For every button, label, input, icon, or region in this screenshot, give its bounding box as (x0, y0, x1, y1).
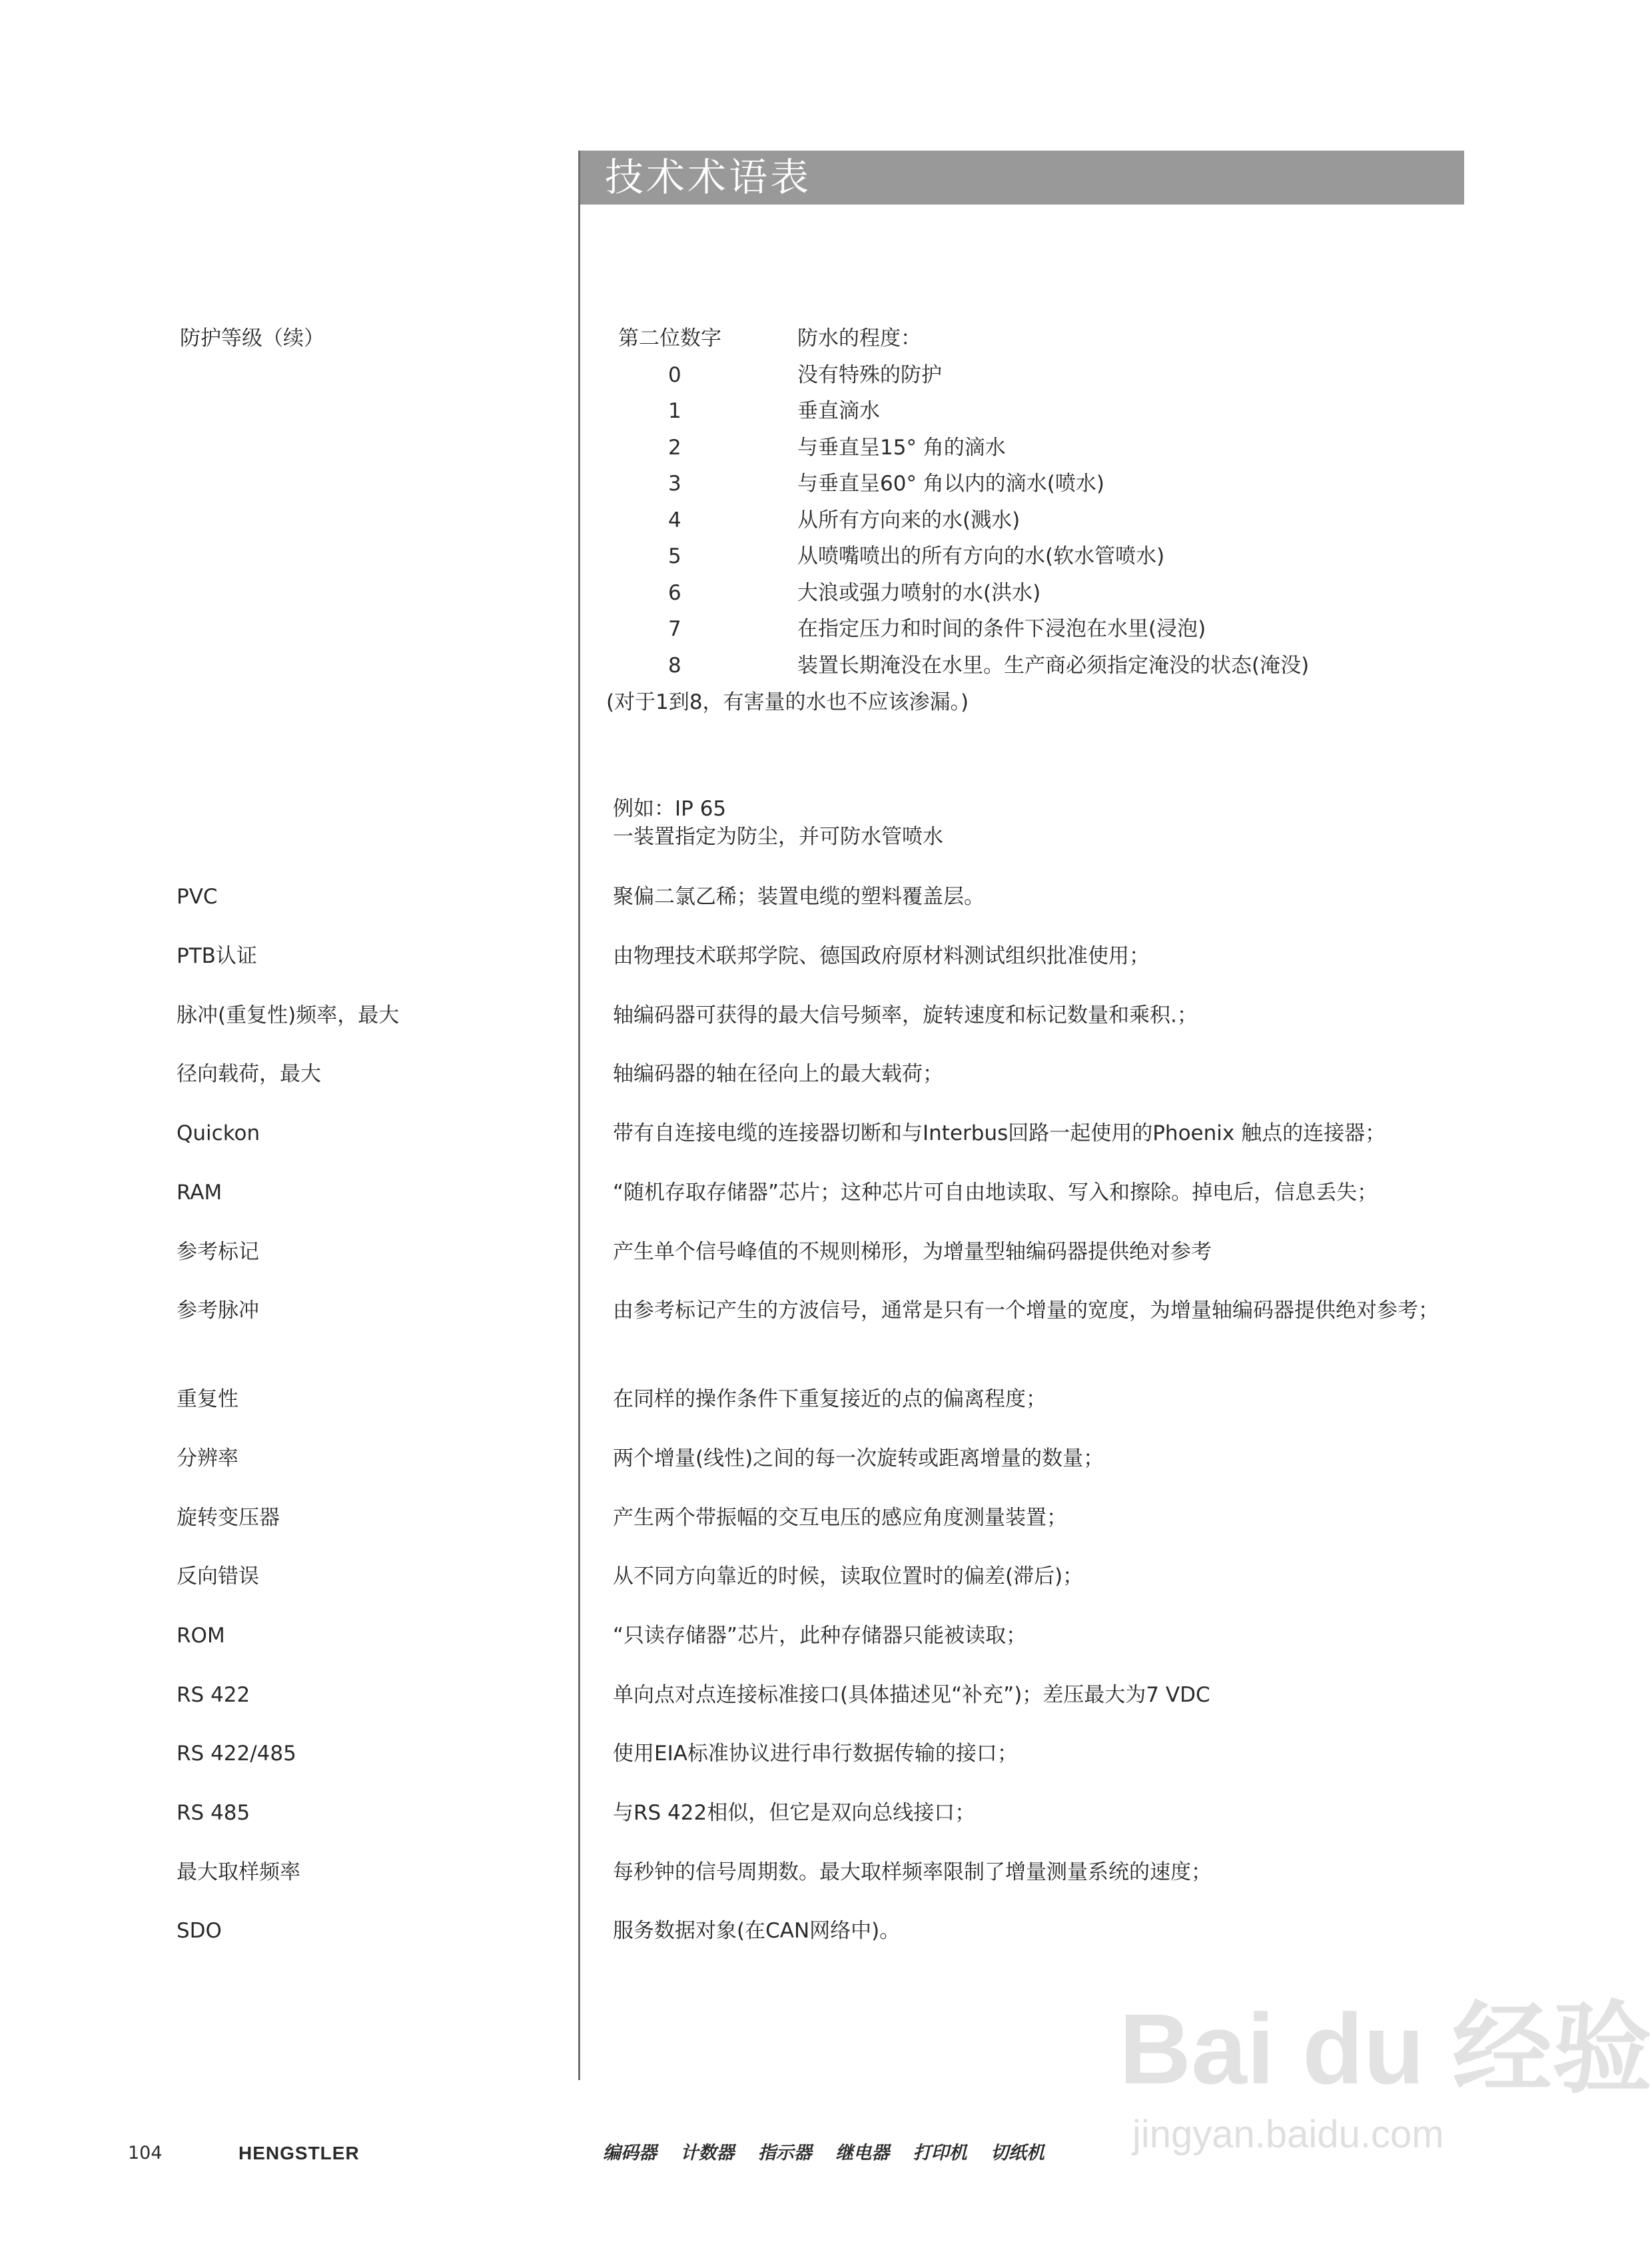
ip-col-header-digit: 第二位数字 (618, 326, 721, 350)
watermark-url: jingyan.baidu.com (1132, 2113, 1444, 2156)
glossary-term: 反向错误 (177, 1564, 259, 1588)
ip-desc: 装置长期淹没在水里。生产商必须指定淹没的状态(淹没) (797, 654, 1310, 678)
ip-desc: 从喷嘴喷出的所有方向的水(软水管喷水) (797, 544, 1165, 568)
ip-row (0, 507, 1586, 534)
ip-note: (对于1到8，有害量的水也不应该渗漏。) (606, 690, 969, 714)
glossary-term: RS 422/485 (177, 1742, 296, 1766)
ip-example-line2: 一装置指定为防尘，并可防水管喷水 (613, 825, 943, 849)
glossary-term: 最大取样频率 (177, 1860, 300, 1884)
ip-example-line1: 例如：IP 65 (613, 797, 727, 821)
glossary-definition: “随机存取存储器”芯片；这种芯片可自由地读取、写入和擦除。掉电后，信息丢失； (613, 1181, 1378, 1205)
glossary-definition: 两个增量(线性)之间的每一次旋转或距离增量的数量； (613, 1446, 1104, 1470)
glossary-definition: 聚偏二氯乙稀；装置电缆的塑料覆盖层。 (613, 885, 985, 909)
ip-row (0, 652, 1586, 679)
glossary-term: 旋转变压器 (177, 1506, 280, 1530)
glossary-definition: 从不同方向靠近的时候，读取位置时的偏差(滞后)； (613, 1564, 1084, 1588)
glossary-definition: 由参考标记产生的方波信号，通常是只有一个增量的宽度，为增量轴编码器提供绝对参考； (613, 1299, 1439, 1323)
glossary-definition: 单向点对点连接标准接口(具体描述见“补充”)；差压最大为7 VDC (613, 1683, 1210, 1707)
glossary-definition: 带有自连接电缆的连接器切断和与Interbus回路一起使用的Phoenix 触点的连接器； (613, 1121, 1386, 1145)
glossary-term: 径向载荷，最大 (177, 1062, 321, 1086)
glossary-definition: 使用EIA标准协议进行串行数据传输的接口； (613, 1742, 1018, 1766)
ip-digit: 2 (668, 436, 681, 460)
footer-product: 打印机 (913, 2143, 967, 2163)
ip-digit: 3 (668, 472, 681, 496)
glossary-definition: 每秒钟的信号周期数。最大取样频率限制了增量测量系统的速度； (613, 1860, 1212, 1884)
footer-product: 编码器 (603, 2143, 657, 2163)
ip-col-header-desc: 防水的程度： (797, 326, 921, 350)
glossary-term: 分辨率 (177, 1446, 238, 1470)
glossary-term: 参考脉冲 (177, 1299, 259, 1323)
ip-section-label: 防护等级（续） (180, 326, 324, 350)
page-title: 技术术语表 (605, 155, 812, 200)
glossary-definition: 轴编码器的轴在径向上的最大载荷； (613, 1062, 943, 1086)
ip-row (0, 543, 1586, 570)
ip-desc: 垂直滴水 (797, 399, 880, 423)
footer-product: 切纸机 (991, 2143, 1045, 2163)
glossary-term: RS 485 (177, 1801, 250, 1825)
glossary-term: Quickon (177, 1121, 260, 1145)
ip-row (0, 434, 1586, 461)
ip-row (0, 616, 1586, 642)
glossary-term: RS 422 (177, 1683, 250, 1707)
glossary-definition: “只读存储器”芯片，此种存储器只能被读取； (613, 1624, 1027, 1648)
glossary-term: PVC (177, 885, 218, 909)
footer-product-list (603, 2142, 1062, 2165)
ip-desc: 与垂直呈60° 角以内的滴水(喷水) (797, 472, 1104, 496)
page-number: 104 (128, 2143, 163, 2163)
ip-digit: 4 (668, 508, 681, 532)
ip-desc: 没有特殊的防护 (797, 363, 942, 387)
ip-desc: 从所有方向来的水(溅水) (797, 508, 1021, 532)
glossary-term: 参考标记 (177, 1240, 259, 1264)
glossary-definition: 轴编码器可获得的最大信号频率，旋转速度和标记数量和乘积.； (613, 1003, 1198, 1027)
ip-row (0, 580, 1586, 606)
header-bar (579, 151, 1464, 205)
ip-digit: 6 (668, 581, 681, 605)
ip-digit: 8 (668, 654, 681, 678)
ip-desc: 在指定压力和时间的条件下浸泡在水里(浸泡) (797, 617, 1206, 641)
glossary-term: ROM (177, 1624, 225, 1648)
glossary-term: 重复性 (177, 1387, 238, 1411)
footer-product: 指示器 (757, 2143, 812, 2163)
glossary-definition: 与RS 422相似，但它是双向总线接口； (613, 1801, 976, 1825)
glossary-term: SDO (177, 1919, 222, 1943)
baidu-jingyan-watermark (1119, 1992, 1652, 2165)
ip-row (0, 398, 1586, 424)
ip-desc: 与垂直呈15° 角的滴水 (797, 436, 1006, 460)
glossary-definition: 产生两个带振幅的交互电压的感应角度测量装置； (613, 1506, 1067, 1530)
ip-digit: 7 (668, 617, 681, 641)
glossary-definition: 产生单个信号峰值的不规则梯形，为增量型轴编码器提供绝对参考 (613, 1240, 1212, 1264)
ip-desc: 大浪或强力喷射的水(洪水) (797, 581, 1041, 605)
ip-digit: 5 (668, 544, 681, 568)
glossary-definition: 在同样的操作条件下重复接近的点的偏离程度； (613, 1387, 1046, 1411)
glossary-definition: 服务数据对象(在CAN网络中)。 (613, 1919, 901, 1943)
glossary-term: PTB认证 (177, 944, 257, 968)
glossary-term: 脉冲(重复性)频率，最大 (177, 1003, 400, 1027)
ip-digit: 1 (668, 399, 681, 423)
glossary-definition: 由物理技术联邦学院、德国政府原材料测试组织批准使用； (613, 944, 1150, 968)
brand-logo: HENGSTLER (238, 2143, 360, 2163)
watermark-logo-text: Bai du 经验 (1119, 1993, 1652, 2105)
ip-row (0, 362, 1586, 388)
footer-product: 计数器 (680, 2143, 735, 2163)
ip-row (0, 470, 1586, 497)
ip-digit: 0 (668, 363, 681, 387)
glossary-term: RAM (177, 1181, 222, 1205)
footer-product: 继电器 (835, 2143, 890, 2163)
